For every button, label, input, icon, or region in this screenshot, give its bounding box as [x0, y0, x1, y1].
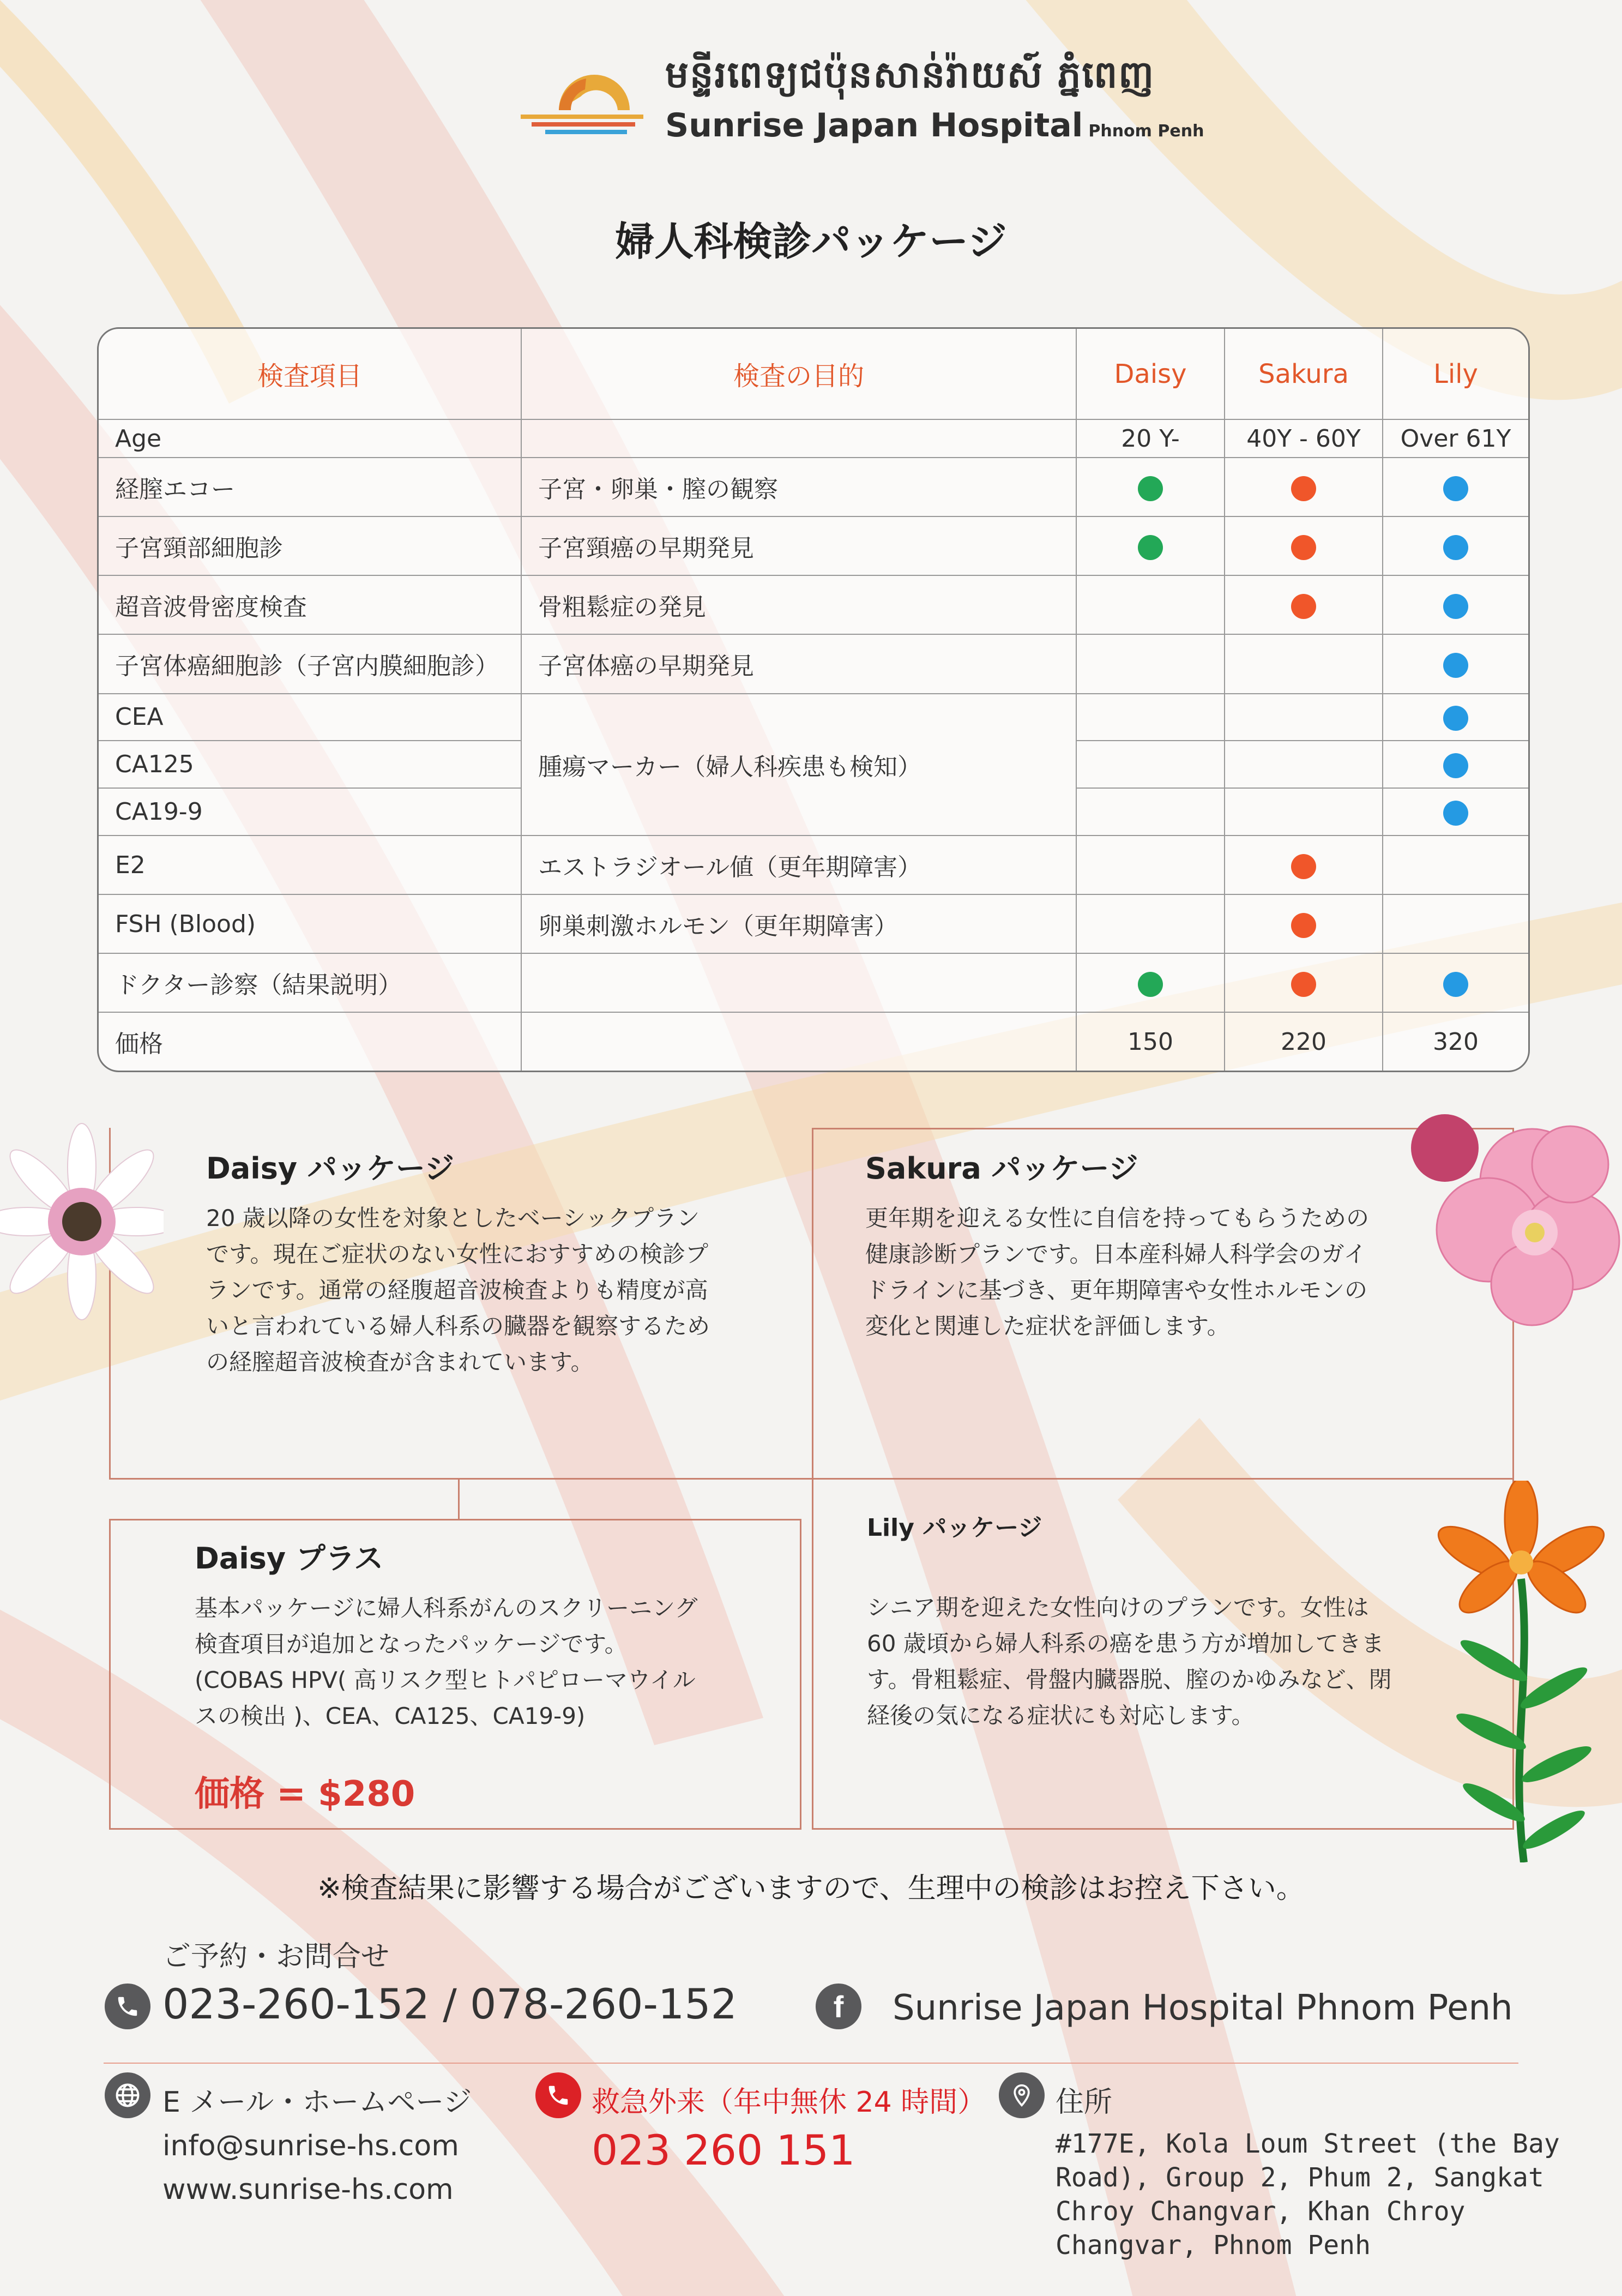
email-link[interactable]: info@sunrise-hs.com [162, 2130, 459, 2162]
lily-included-dot [1443, 476, 1468, 501]
sakura-package-desc: 更年期を迎える女性に自信を持ってもらうための 健康診断プランです。日本産科婦人科学会のガイ ドラインに基づき、更年期障害や女性ホルモンの 変化と関連した症状を評価します。 [865, 1205, 1370, 1339]
row-purpose: 骨粗鬆症の発見 [521, 575, 1076, 634]
connector-line [458, 1478, 460, 1520]
footer-divider [104, 2063, 1518, 2064]
lily-package [867, 1508, 1456, 1734]
sakura-package-title: Sakura パッケージ [865, 1151, 1138, 1186]
daisy-flower-icon [0, 1115, 164, 1328]
emergency-label: 救急外来（年中無休 24 時間） [592, 2086, 986, 2119]
period-notice: ※検査結果に影響する場合がございますので、生理中の検診はお控え下さい。 [317, 1872, 1305, 1905]
facebook-page-link[interactable]: Sunrise Japan Hospital Phnom Penh [893, 1988, 1513, 2028]
sakura-included-dot [1291, 972, 1316, 997]
sakura-included-dot [1291, 476, 1316, 501]
row-item: 子宮体癌細胞診（子宮内膜細胞診） [99, 634, 521, 693]
lily-included-dot [1443, 706, 1468, 731]
header-item: 検査項目 [99, 329, 521, 419]
page-title: 婦人科検診パッケージ [615, 219, 1007, 265]
sakura-package [865, 1145, 1454, 1344]
sakura-included-dot [1291, 913, 1316, 938]
logo-city: Phnom Penh [1088, 122, 1204, 141]
email-label: E メール・ホームページ [162, 2086, 472, 2119]
table-row [99, 694, 1528, 741]
row-purpose [521, 953, 1076, 1012]
sakura-included-dot [1291, 535, 1316, 560]
table-header-row [99, 329, 1528, 419]
table-row [99, 836, 1528, 894]
age-sakura: 40Y - 60Y [1225, 419, 1383, 458]
row-item: E2 [99, 836, 521, 894]
location-pin-icon [999, 2072, 1045, 2118]
lily-included-dot [1443, 535, 1468, 560]
price-label: 価格 [99, 1012, 521, 1071]
table-row [99, 894, 1528, 953]
row-item: ドクター診察（結果説明） [99, 953, 521, 1012]
row-item: FSH (Blood) [99, 894, 521, 953]
daisy-package [206, 1145, 784, 1380]
price-lily: 320 [1383, 1012, 1528, 1071]
lily-included-dot [1443, 801, 1468, 826]
lily-package-title: Lily パッケージ [867, 1514, 1042, 1542]
price-daisy: 150 [1076, 1012, 1225, 1071]
row-purpose: 子宮頸癌の早期発見 [521, 516, 1076, 575]
table-row [99, 458, 1528, 516]
logo-khmer-text: មន្ទីរពេទ្យជប៉ុនសាន់រ៉ាយស៍ ភ្នំពេញ [665, 53, 1155, 97]
table-row [99, 634, 1528, 693]
row-item: CA19-9 [99, 788, 521, 836]
price-sakura: 220 [1225, 1012, 1383, 1071]
age-lily: Over 61Y [1383, 419, 1528, 458]
logo-english-text [665, 106, 1204, 145]
lily-included-dot [1443, 594, 1468, 619]
age-row [99, 419, 1528, 458]
facebook-icon[interactable]: f [816, 1984, 861, 2029]
emergency-phone[interactable]: 023 260 151 [592, 2126, 855, 2174]
row-item: CA125 [99, 741, 521, 788]
row-item: 子宮頸部細胞診 [99, 516, 521, 575]
daisy-plus-desc: 基本パッケージに婦人科系がんのスクリーニング 検査項目が追加となったパッケージです。 (COBAS HPV( 高リスク型ヒトパピローマウイル スの検出 )、CEA、CA125、CA19-9) [195, 1595, 698, 1729]
daisy-included-dot [1138, 972, 1163, 997]
daisy-included-dot [1138, 535, 1163, 560]
emergency-phone-icon [535, 2072, 581, 2118]
lily-package-desc: シニア期を迎えた女性向けのプランです。女性は 60 歳頃から婦人科系の癌を患う方が増加してきま す。骨粗鬆症、骨盤内臓器脱、膣のかゆみなど、閉 経後の気になる症状にも対応します。 [867, 1594, 1392, 1729]
daisy-package-desc: 20 歳以降の女性を対象としたベーシックプラン です。現在ご症状のない女性におすすめの検診プ ランです。通常の経腹超音波検査よりも精度が高 いと言われている婦人科系の臓器を観察するため の経膣超音波検査が含まれています。 [206, 1205, 710, 1375]
address-text: #177E, Kola Loum Street (the Bay Road), Group 2, Phum 2, Sangkat Chroy Changvar, Khan Chroy Changvar, Phnom Penh [1056, 2129, 1560, 2261]
phone-icon [105, 1984, 150, 2029]
logo-name: Sunrise Japan Hospital [665, 106, 1083, 145]
sakura-included-dot [1291, 854, 1316, 879]
row-purpose: 子宮体癌の早期発見 [521, 634, 1076, 693]
globe-icon [105, 2072, 150, 2118]
daisy-plus-price: 価格 = $280 [195, 1774, 415, 1814]
age-label: Age [99, 419, 521, 458]
row-item: 超音波骨密度検査 [99, 575, 521, 634]
price-row [99, 1012, 1528, 1071]
table-row [99, 516, 1528, 575]
daisy-plus-title: Daisy プラス [195, 1541, 384, 1576]
header-daisy: Daisy [1076, 329, 1225, 419]
lily-included-dot [1443, 753, 1468, 778]
daisy-included-dot [1138, 476, 1163, 501]
age-daisy: 20 Y- [1076, 419, 1225, 458]
row-purpose: 子宮・卵巣・膣の観察 [521, 458, 1076, 516]
daisy-plus-package [195, 1535, 783, 1816]
sakura-flower-icon [1385, 1104, 1622, 1328]
lily-flower-icon [1428, 1481, 1622, 1862]
row-item: CEA [99, 694, 521, 741]
header-purpose: 検査の目的 [521, 329, 1076, 419]
booking-label: ご予約・お問合せ [162, 1940, 390, 1973]
table-row [99, 953, 1528, 1012]
table-row [99, 575, 1528, 634]
booking-phones[interactable]: 023-260-152 / 078-260-152 [162, 1980, 737, 2028]
sakura-included-dot [1291, 594, 1316, 619]
row-purpose: 腫瘍マーカー（婦人科疾患も検知） [521, 694, 1076, 836]
row-item: 経膣エコー [99, 458, 521, 516]
package-table [97, 327, 1530, 1072]
sunrise-logo-icon [521, 50, 643, 137]
lily-included-dot [1443, 972, 1468, 997]
daisy-package-title: Daisy パッケージ [206, 1151, 454, 1186]
lily-included-dot [1443, 653, 1468, 678]
website-link[interactable]: www.sunrise-hs.com [162, 2173, 454, 2206]
address-label: 住所 [1056, 2086, 1113, 2119]
header-lily: Lily [1383, 329, 1528, 419]
header-sakura: Sakura [1225, 329, 1383, 419]
row-purpose: エストラジオール値（更年期障害） [521, 836, 1076, 894]
row-purpose: 卵巣刺激ホルモン（更年期障害） [521, 894, 1076, 953]
